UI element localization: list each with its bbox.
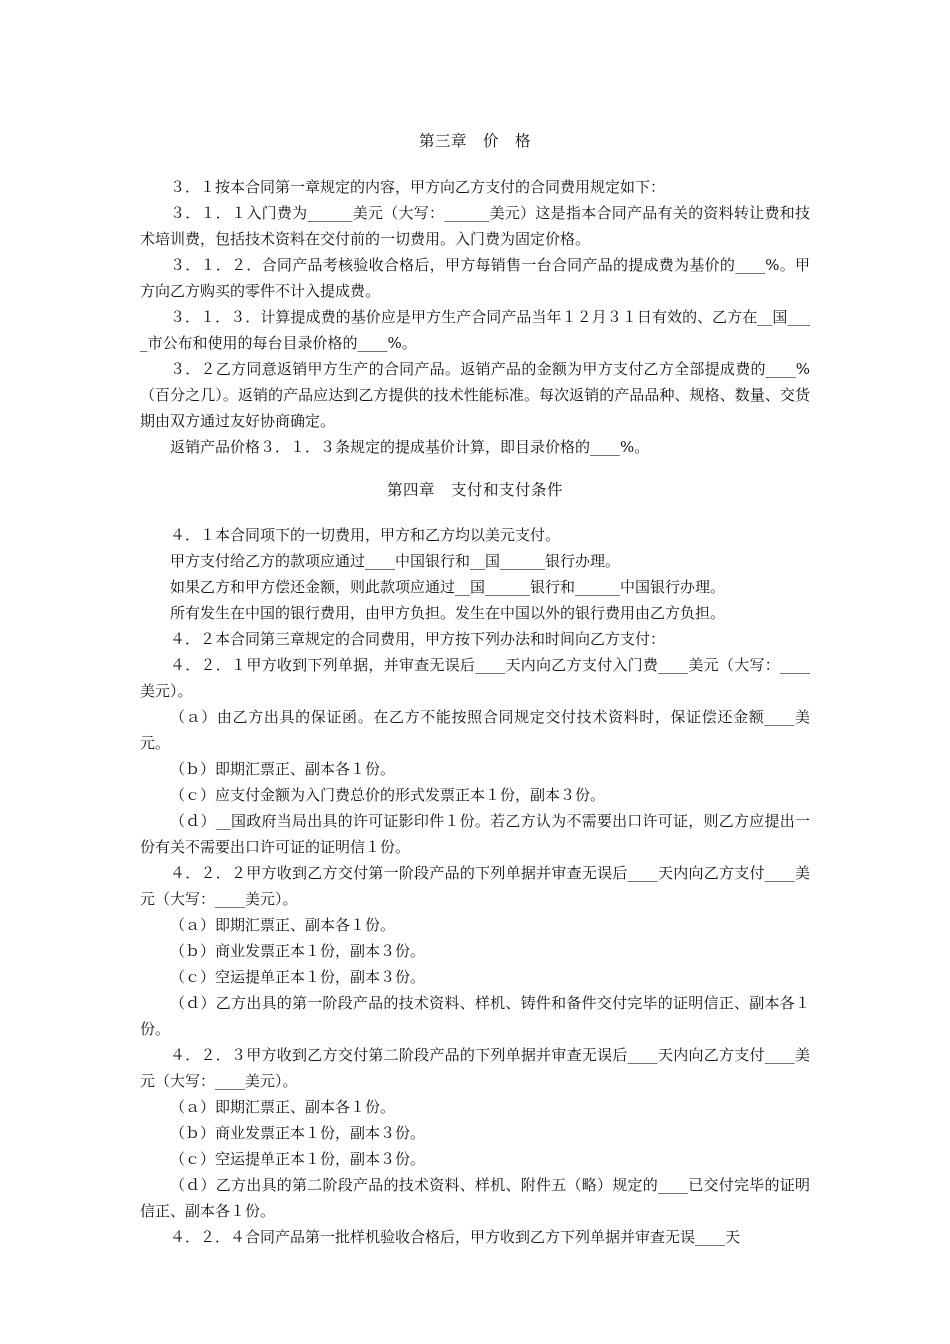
chapter-4-body: [140, 522, 810, 1250]
paragraph: ４．２．１甲方收到下列单据，并审查无误后____天内向乙方支付入门费____美元（大写：____美元）。: [140, 656, 810, 700]
paragraph: ３．１按本合同第一章规定的内容，甲方向乙方支付的合同费用规定如下：: [170, 178, 666, 196]
paragraph: （ｃ）应支付金额为入门费总价的形式发票正本１份，副本３份。: [170, 786, 606, 804]
chapter-3-title: 第三章 价 格: [418, 132, 531, 150]
paragraph: 如果乙方和甲方偿还金额，则此款项应通过__国______银行和______中国银行办理。: [170, 578, 726, 596]
paragraph: 所有发生在中国的银行费用，由甲方负担。发生在中国以外的银行费用由乙方负担。: [170, 604, 726, 622]
paragraph: ３．２乙方同意返销甲方生产的合同产品。返销产品的金额为甲方支付乙方全部提成费的____%（百分之几）。返销的产品应达到乙方提供的技术性能标准。每次返销的产品品种、规格、数量、交货期由双方通过友好协商确定。: [140, 360, 810, 430]
paragraph: ４．１本合同项下的一切费用，甲方和乙方均以美元支付。: [170, 526, 561, 544]
paragraph: （ｂ）商业发票正本１份，副本３份。: [170, 1124, 426, 1142]
paragraph: ３．１．１入门费为______美元（大写：______美元）这是指本合同产品有关的资料转让费和技术培训费，包括技术资料在交付前的一切费用。入门费为固定价格。: [140, 204, 810, 248]
paragraph: ４．２．４合同产品第一批样机验收合格后，甲方收到乙方下列单据并审查无误____天: [170, 1228, 741, 1246]
chapter-3-body: [140, 174, 810, 460]
paragraph: （ａ）由乙方出具的保证函。在乙方不能按照合同规定交付技术资料时，保证偿还金额____美元。: [140, 708, 810, 752]
paragraph: ４．２．２甲方收到乙方交付第一阶段产品的下列单据并审查无误后____天内向乙方支付____美元（大写：____美元）。: [140, 864, 810, 908]
paragraph: （ｃ）空运提单正本１份，副本３份。: [170, 968, 426, 986]
paragraph: （ｄ）乙方出具的第一阶段产品的技术资料、样机、铸件和备件交付完毕的证明信正、副本各１份。: [140, 994, 810, 1038]
chapter-4-title: 第四章 支付和支付条件: [386, 481, 563, 499]
paragraph: ３．１．２．合同产品考核验收合格后，甲方每销售一台合同产品的提成费为基价的____%。甲方向乙方购买的零件不计入提成费。: [140, 256, 810, 300]
paragraph: （ｄ）__国政府当局出具的许可证影印件１份。若乙方认为不需要出口许可证，则乙方应提出一份有关不需要出口许可证的证明信１份。: [140, 812, 810, 856]
paragraph: 甲方支付给乙方的款项应通过____中国银行和__国______银行办理。: [170, 552, 621, 570]
paragraph: 返销产品价格３．１．３条规定的提成基价计算，即目录价格的____%。: [170, 438, 650, 456]
paragraph: （ｂ）即期汇票正、副本各１份。: [170, 760, 396, 778]
paragraph: ３．１．３．计算提成费的基价应是甲方生产合同产品当年１２月３１日有效的、乙方在__国____市公布和使用的每台目录价格的____%。: [140, 308, 810, 352]
paragraph: （ｃ）空运提单正本１份，副本３份。: [170, 1150, 426, 1168]
paragraph: （ａ）即期汇票正、副本各１份。: [170, 916, 396, 934]
paragraph: ４．２．３甲方收到乙方交付第二阶段产品的下列单据并审查无误后____天内向乙方支付____美元（大写：____美元）。: [140, 1046, 810, 1090]
paragraph: ４．２本合同第三章规定的合同费用，甲方按下列办法和时间向乙方支付：: [170, 630, 666, 648]
paragraph: （ｄ）乙方出具的第二阶段产品的技术资料、样机、附件五（略）规定的____已交付完毕的证明信正、副本各１份。: [140, 1176, 810, 1220]
paragraph: （ｂ）商业发票正本１份，副本３份。: [170, 942, 426, 960]
paragraph: （ａ）即期汇票正、副本各１份。: [170, 1098, 396, 1116]
